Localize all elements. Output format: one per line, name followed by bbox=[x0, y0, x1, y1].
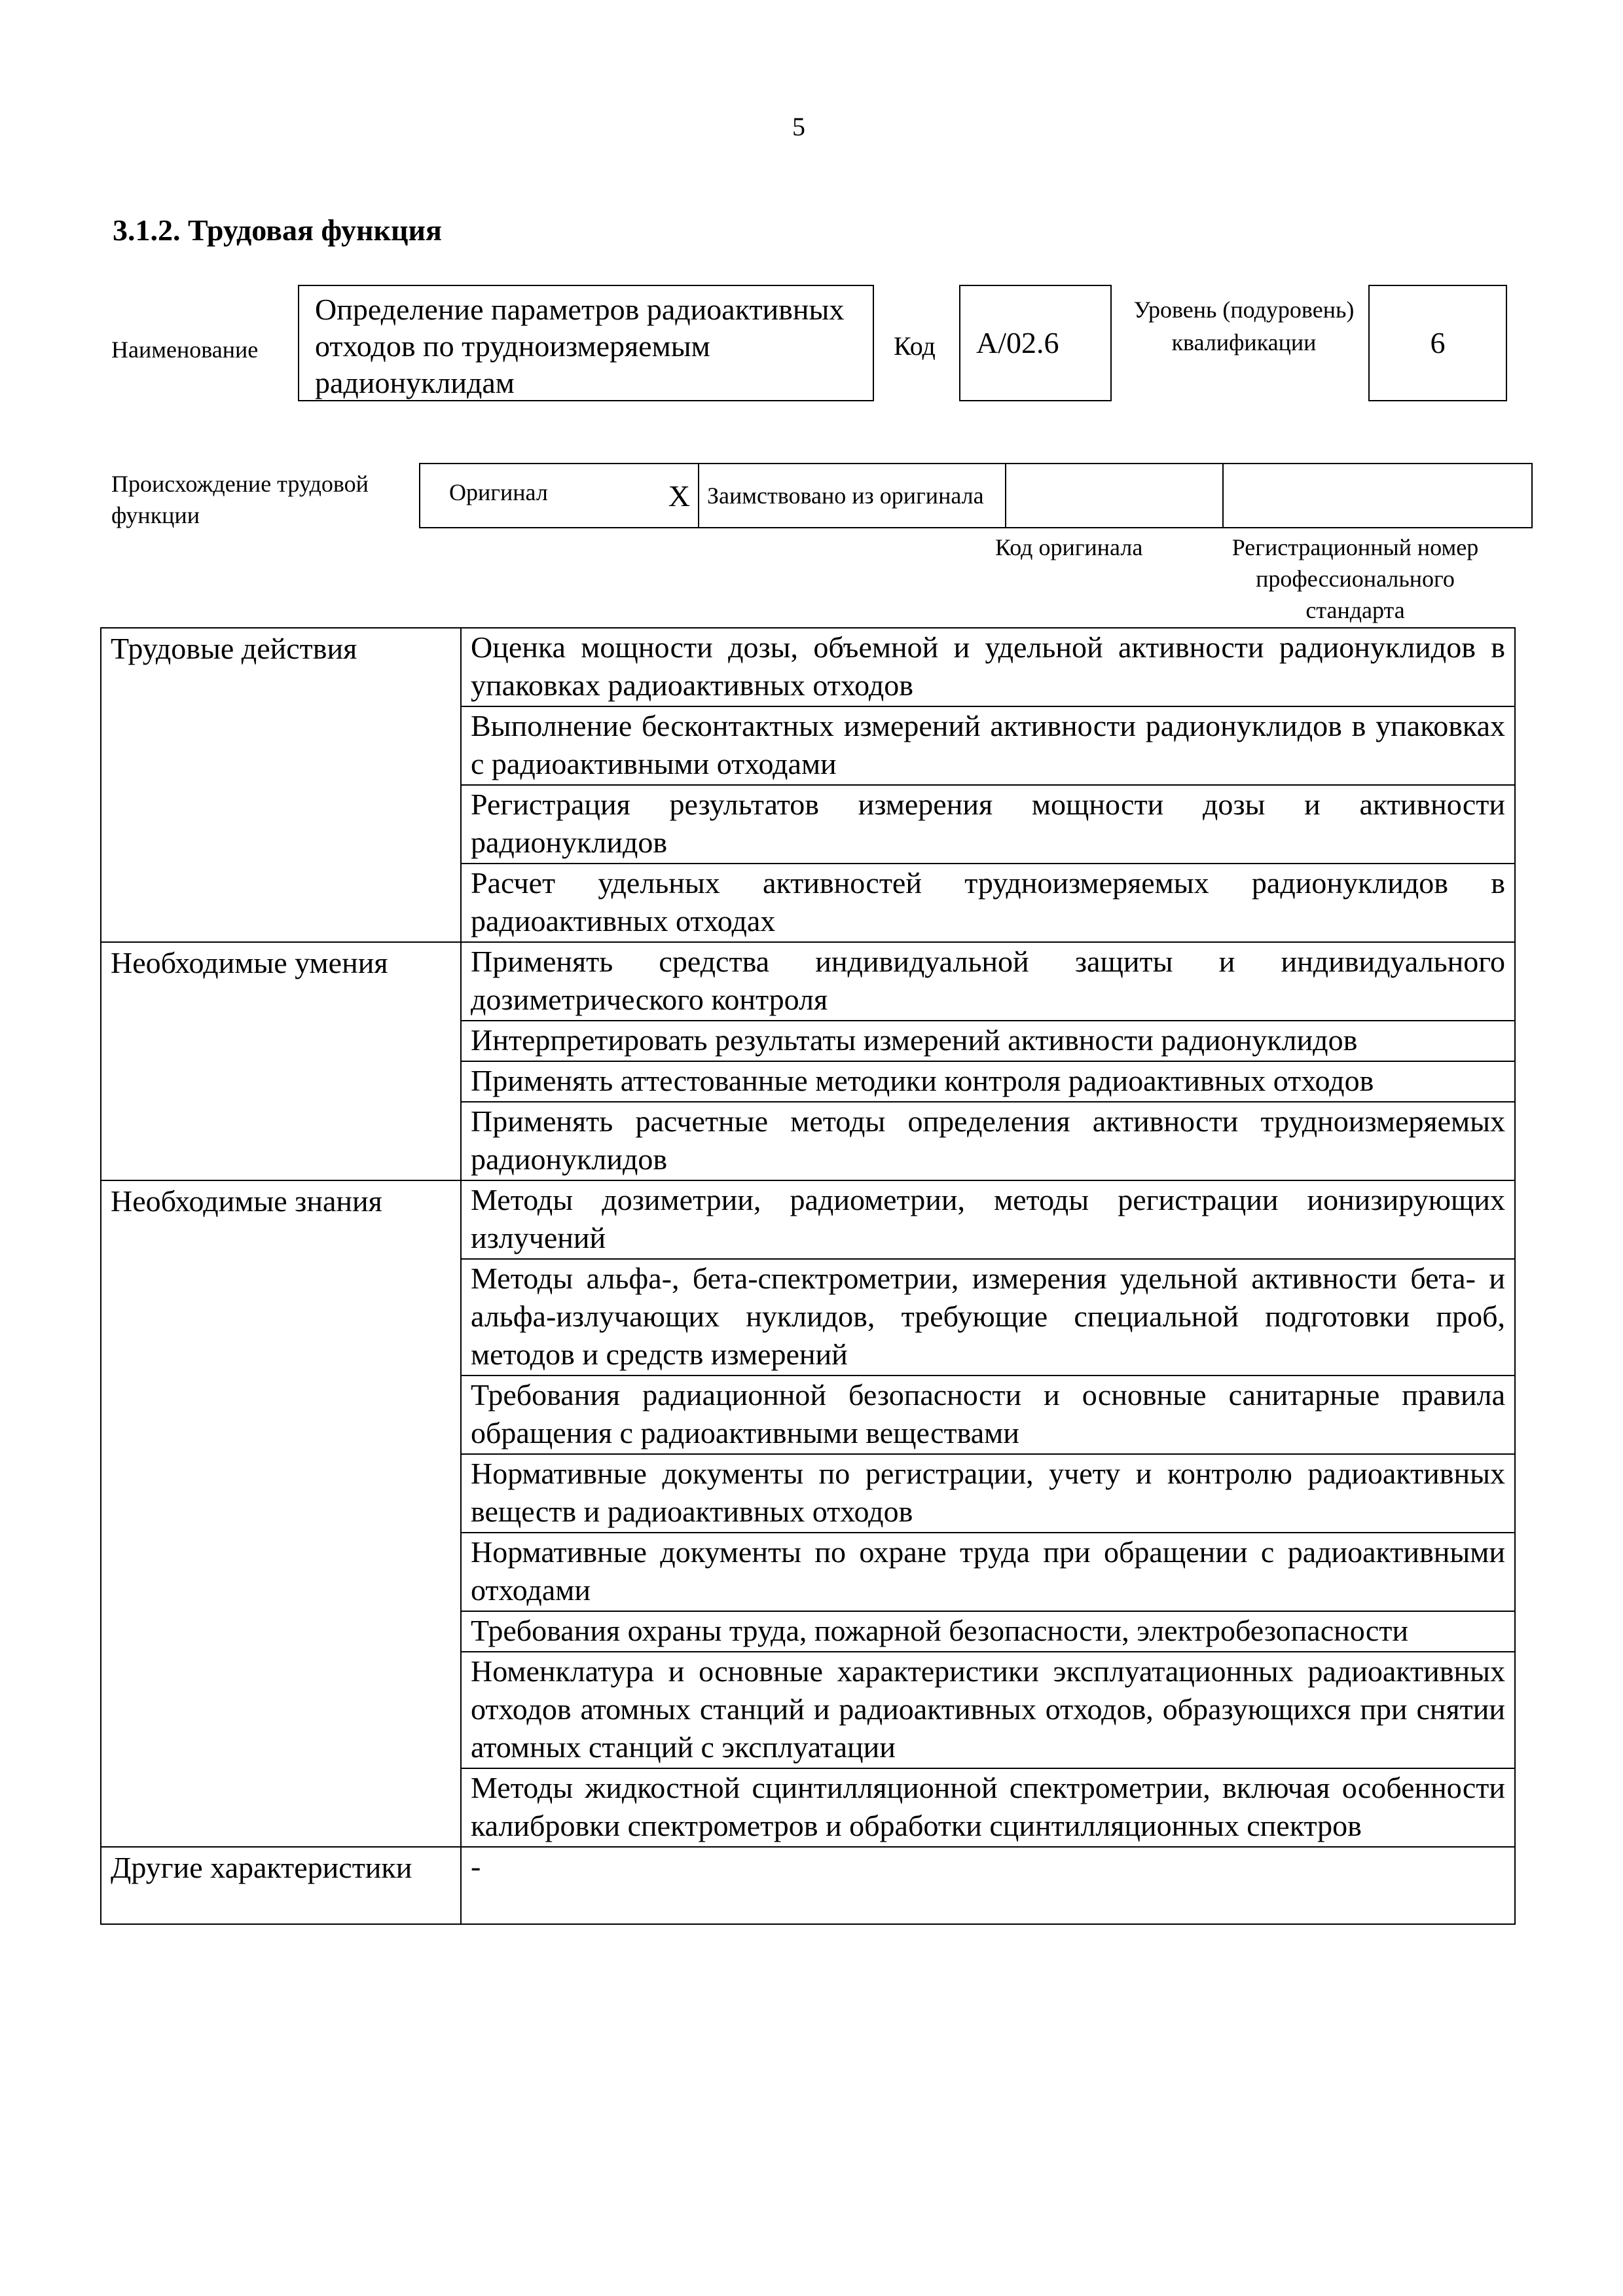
row-category: Необходимые умения bbox=[101, 942, 461, 1180]
code-value: А/02.6 bbox=[976, 326, 1059, 359]
list-item: Выполнение бесконтактных измерений активности радионуклидов в упаковках с радиоактивными отходами bbox=[462, 707, 1514, 786]
origin-table bbox=[419, 463, 1533, 528]
row-items bbox=[461, 628, 1515, 942]
level-box bbox=[1368, 285, 1507, 401]
section-title: 3.1.2. Трудовая функция bbox=[113, 213, 442, 247]
reg-number-cell bbox=[1223, 464, 1532, 528]
table-row bbox=[101, 1847, 1515, 1924]
code-label: Код bbox=[894, 331, 936, 361]
list-item: Нормативные документы по охране труда при обращении с радиоактивными отходами bbox=[462, 1533, 1514, 1612]
code-box bbox=[959, 285, 1112, 401]
table-row bbox=[101, 628, 1515, 942]
list-item: Требования охраны труда, пожарной безопасности, электробезопасности bbox=[462, 1612, 1514, 1652]
list-item: Нормативные документы по регистрации, учету и контролю радиоактивных веществ и радиоактивных отходов bbox=[462, 1455, 1514, 1533]
list-item: Требования радиационной безопасности и основные санитарные правила обращения с радиоактивными веществами bbox=[462, 1376, 1514, 1455]
list-item: Оценка мощности дозы, объемной и удельной активности радионуклидов в упаковках радиоактивных отходов bbox=[462, 629, 1514, 707]
origin-label: Происхождение трудовой функции bbox=[111, 471, 369, 528]
list-item: Расчет удельных активностей трудноизмеряемых радионуклидов в радиоактивных отходах bbox=[471, 866, 1505, 938]
list-item: Регистрация результатов измерения мощности дозы и активности радионуклидов bbox=[462, 786, 1514, 864]
row-category: Необходимые знания bbox=[101, 1180, 461, 1847]
list-item: Методы альфа-, бета-спектрометрии, измерения удельной активности бета- и альфа-излучающих нуклидов, требующие специальной подготовки проб, методов и средств измерений bbox=[462, 1260, 1514, 1376]
code-original-caption: Код оригинала bbox=[995, 534, 1143, 560]
level-value: 6 bbox=[1430, 326, 1446, 359]
list-item: - bbox=[471, 1850, 481, 1883]
name-box bbox=[298, 285, 874, 401]
origin-original-cell bbox=[420, 464, 699, 528]
list-item: Методы дозиметрии, радиометрии, методы регистрации ионизирующих излучений bbox=[462, 1181, 1514, 1260]
borrowed-label: Заимствовано из оригинала bbox=[699, 464, 1006, 528]
row-category: Другие характеристики bbox=[101, 1847, 461, 1924]
list-item: Применять расчетные методы определения активности трудноизмеряемых радионуклидов bbox=[471, 1104, 1505, 1176]
reg-number-caption: Регистрационный номер профессионального стандарта bbox=[1231, 534, 1479, 623]
table-row bbox=[101, 1180, 1515, 1847]
code-original-cell bbox=[1006, 464, 1223, 528]
original-mark: X bbox=[668, 479, 690, 513]
list-item: Номенклатура и основные характеристики эксплуатационных радиоактивных отходов атомных станций и радиоактивных отходов, образующихся при снятии атомных станций с эксплуатации bbox=[462, 1652, 1514, 1769]
list-item: Методы жидкостной сцинтилляционной спектрометрии, включая особенности калибровки спектрометров и обработки сцинтилляционных спектров bbox=[471, 1771, 1505, 1842]
list-item: Применять аттестованные методики контроля радиоактивных отходов bbox=[462, 1062, 1514, 1102]
list-item: Интерпретировать результаты измерений активности радионуклидов bbox=[462, 1021, 1514, 1062]
page-number: 5 bbox=[792, 112, 805, 141]
list-item: Применять средства индивидуальной защиты и индивидуального дозиметрического контроля bbox=[462, 943, 1514, 1021]
table-row bbox=[101, 942, 1515, 1180]
function-table bbox=[100, 627, 1516, 1925]
row-items bbox=[461, 1180, 1515, 1847]
level-label: Уровень (подуровень) квалификации bbox=[1133, 297, 1355, 355]
original-label: Оригинал bbox=[449, 479, 548, 505]
row-items bbox=[461, 1847, 1515, 1924]
name-label: Наименование bbox=[111, 337, 259, 363]
name-value: Определение параметров радиоактивных отходов по трудноизмеряемым радионуклидам bbox=[315, 293, 845, 399]
row-items bbox=[461, 942, 1515, 1180]
row-category: Трудовые действия bbox=[101, 628, 461, 942]
